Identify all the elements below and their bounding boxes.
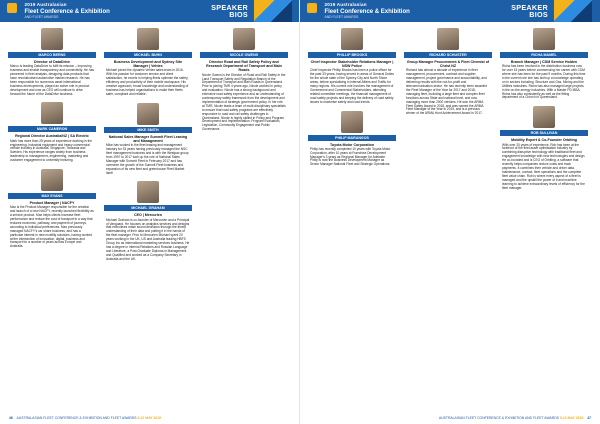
logo-title: Fleet Conference & Exhibition	[324, 8, 410, 15]
speaker-bio	[8, 102, 96, 163]
speaker-name: MARK CAMERON	[8, 126, 96, 132]
speaker-role: Branch Manager | CDM Service Holden	[510, 60, 578, 64]
header-banner	[300, 0, 600, 22]
page-footer	[300, 415, 600, 421]
speaker-bio-text: Philip has recently completed 10 years with Toyota Motor Corporation, after 10 years at Franchise Development Manager's 3 years as Regional Manager for Adelaide. Philip is now the Business Development Manager as Senior Manager National Fleet and Strategic Operations.	[310, 146, 391, 167]
speaker-role: National Sales Manager Summit Fleet Leasing and Management	[108, 134, 188, 143]
speaker-bio-text: Michael joined the dynamic Vehtex sales team in 2016. With his passion for customer service and client satisfaction, he excels in helping fleets optimise the safety, efficiency and productivity of their mobile workspace. His creative approach, broad knowledge and understanding of business has helped organisations to make their fleets safer, compliant and reliable.	[106, 68, 189, 96]
speaker-name: MIKE SMITH	[104, 127, 192, 133]
speaker-bio	[104, 103, 192, 176]
header-banner	[0, 0, 300, 22]
speaker-bio	[500, 106, 588, 190]
speaker-name: MICHAEL GRAHAM	[104, 205, 192, 211]
column-3	[200, 28, 288, 138]
column-1	[8, 28, 96, 255]
section-heading	[511, 4, 548, 18]
logo-subtitle: AND FLEET AWARDS	[324, 14, 359, 19]
speaker-bio	[104, 181, 192, 261]
speaker-photo	[341, 111, 363, 133]
speaker-photo	[137, 28, 159, 50]
speaker-bio	[200, 28, 288, 132]
speaker-role: Regional Director Australia/NZ | SA Electric	[15, 134, 89, 139]
speaker-photo	[137, 181, 159, 203]
speaker-bio-text: Chief Inspector Phillip Brooks has been a police officer for the past 33 years, having served in areas of General Duties for the whole state of the Sydney City and North Shore areas, before specialising in internal Affairs and Traffic for many regions. His current role involves the management of Government and Commercial Stakeholders, attending related committee meetings, the financial management of road safety projects and keeping the delivery of road safety issues to maximise safety and road trends.	[310, 68, 394, 104]
speaker-name: MAX EVANS	[8, 193, 96, 199]
page-number: 46	[9, 416, 13, 420]
heading-line-2: BIOS	[529, 10, 548, 19]
speaker-role: CEO | Mercurien	[134, 213, 162, 218]
conference-logo	[7, 3, 110, 19]
speaker-photo	[437, 28, 459, 50]
column-4	[308, 28, 396, 173]
speaker-photo	[233, 28, 255, 50]
speaker-bio	[308, 111, 396, 168]
speaker-photo	[533, 28, 555, 50]
speaker-role: Director Road and Rail Safety Policy and Research Department of Transport and Main Roads	[206, 60, 282, 73]
page-number: 47	[587, 416, 591, 420]
speaker-bio-text: Nicole Owens is the Director of Road and Rail Safety in the Land Transport Safety and Regulation Branch of the Department of Transport and Main Roads in Queensland. Prior to joining TMR 4 years ago, Nicole worked in policy and evaluation. Nicole has a strong background and extensive road safety experience and an understanding of contemporary safety framework from the development and implementation of strategic government policy. In her role at TMR, Nicole leads a team of multi-disciplinary specialists to ensure that road safety programs are effectively responsive to road and rail safety challenges in Queensland. Nicole is highly skilled in Policy and Program Development and Implementation, Program Evaluation, Legislation, Community Engagement and Public Governance.	[202, 72, 286, 132]
column-5	[404, 28, 492, 122]
logo-subtitle: AND FLEET AWARDS	[24, 14, 59, 19]
speaker-role: Toyota Motor Corporation	[329, 142, 375, 147]
speaker-bio-text: Richard has almost a decade of experience in fleet management, procurement, contract and supplier management, project governance and accountability, and delivering results with the not-for-profit and telecommunication sector. He has recently been awarded the Fleet Manager of the Year for 2017 and 2018, managing fleet, including a large fleet and complex fleet functions across State and national level, and now managing more than 2000 vehicles. He won the ARMA Fleet Safety Award in 2018, and was named the ARMA Fleet Manager of the Year in 2019, and is a previous winner of the ARMA Hunt Achievement Award in 2017.	[406, 68, 487, 116]
logo-year: 2019 Australasian	[324, 2, 367, 7]
footer-text: AUSTRALASIAN FLEET CONFERENCE & EXHIBITION AND FLEET AWARDS	[438, 416, 559, 420]
speaker-bio-text: Mark has more than 25 years of experience working in the engineering, industrial equipment and heavy commercial vehicle industry in Australia, Singapore, Tanzania and Sweden. His experience ranges widely from business leadership to management, engineering, marketing and customer engagement to university lecturing.	[10, 138, 93, 163]
speaker-role: Business Development and Sydney Site Manager | Vehtex	[113, 60, 183, 69]
speaker-name: RICHARD SCHUSTER	[404, 52, 492, 58]
speaker-bio-text: With over 20 years of experience, Rob has been at the forefront of the fleet asset optimisation industry by combining disruptive technology with traditional fleet and engagement knowledge with new technologies and design. He co-founded and is CEO of Orbiting, a software that recently helps companies reduce costs and track payments. It combines their vehicle and driver data, maintenance, contact, fleet operations and the complete fleet value chain. Rob is where every aspect of a fleet is managed and the upskill the power of it and machine learning to achieve extraordinary levels of efficiency for the fleet manager.	[502, 142, 586, 190]
speaker-photo	[41, 169, 63, 191]
speaker-bio-text: Michael Graham is co-founder of Mercurien and a Principal of Vanguard. He focuses on analytics services and designs that executives make sound decisions through the timely understanding of their data and putting it in the hands of the fleet manager. Prior to Mercurien Michael spent 20 years working in the UK, US and Australia leading HBFS Group Inc as international marketing services business. He has a degree in Internal Relations and Russian Language and Literature, a Post-Graduate Diploma in Management and Qualified and worked as a Company Secretary in Australia and the UK.	[106, 217, 190, 261]
speaker-photo	[41, 28, 63, 50]
decorative-stripe	[254, 0, 292, 22]
speaker-name: RICHA MAMEL	[500, 52, 588, 58]
speaker-bio	[404, 28, 492, 116]
conference-logo-icon	[307, 3, 317, 13]
speaker-name: MARCO BERNS	[8, 52, 96, 58]
speaker-photo	[41, 102, 63, 124]
speaker-bio	[104, 28, 192, 97]
speaker-photo	[341, 28, 363, 50]
speaker-photo	[137, 103, 159, 125]
speaker-bio-text: Marco is leading DataDrive to fulfil its mission – improving business and enable transparency and connectivity. He has pioneered in fleet analysis, designing data products that have revolutionised automotive market research. He has been responsible for numerous asset international business developments, played an active role in product development and now as CEO will continue to drive forward the future of the DataDrive business.	[10, 64, 94, 96]
speaker-role: Mobility Expert & Co-Founder Orbiting	[511, 138, 577, 143]
column-2	[104, 28, 192, 268]
conference-logo	[307, 3, 410, 19]
speaker-bio	[8, 169, 96, 249]
footer-dates: 9-10 MAY 2019	[137, 416, 161, 420]
speaker-name: PHILLIP BROOKS	[308, 52, 396, 58]
speaker-bio-text: Richa has been involved in the distribution business now for over 15 years before commencing her career with CDM where she has been for the past 9 months. During this time in the current role she has built up a knowledge operating on in sectors including, Structure and Gas, Mining and the Utilities industries. Richa has also managed large projects in the on-the-energy industries. With a Master PD MBA, Richa has also consistently as well as the fitting department of a Church in Queensland.	[502, 64, 586, 100]
speaker-name: MICHAEL BUHN	[104, 52, 192, 58]
speaker-name: PHILIP MARANGOS	[308, 135, 396, 141]
heading-line-1: SPEAKER	[211, 3, 248, 12]
heading-line-2: BIOS	[229, 10, 248, 19]
logo-year: 2019 Australasian	[24, 2, 67, 7]
speaker-bio	[8, 28, 96, 96]
decorative-stripe	[554, 0, 592, 22]
logo-title: Fleet Conference & Exhibition	[24, 8, 110, 15]
speaker-name: ROB SULLIVAN	[500, 130, 588, 136]
column-6	[500, 28, 588, 196]
speaker-bio	[500, 28, 588, 100]
page-footer	[0, 415, 306, 421]
speaker-bio-text: Max is the Product Manager responsible for the creation and launch of a new NACFY, recently launched flexibility as a service product. Max helps clients increase fleet performance and reduce the cost of transport in a way that reduces economic, pathway, and payment of journeys, according to individual preferences. Max previously managed NACFY's car share business, and has a particular interest in new mobility solutions, having worked at the intersection of innovation, digital, business and transport for a number of years across Europe and Australia.	[10, 205, 94, 249]
right-page	[300, 0, 600, 424]
conference-logo-icon	[7, 3, 17, 13]
section-heading	[211, 4, 248, 18]
speaker-role: Chief Inspector Stakeholder Relations Manager | NSW Police	[310, 60, 394, 69]
speaker-role: Product Manager | NACFY	[29, 201, 75, 206]
heading-line-1: SPEAKER	[511, 3, 548, 12]
speaker-name: NICOLE OWENS	[200, 52, 288, 58]
footer-dates: 9-10 MAY 2019	[559, 416, 584, 420]
speaker-role: Director of DataDrive	[34, 60, 70, 64]
speaker-role: Group Manager Procurement & Fleet Chemist of Christ NZ	[406, 60, 490, 69]
speaker-bio-text: Mike has worked in the fleet leasing and management industry for 33 years having previously managed the NSC fleet management business and is with the Westpac group from 1997 to 2017 took up the role of National Sales Manager with Summit Fleet in February 2017 and has overseen the growth of the Summit Fleet business and expansion of its new fleet and greenhouse Fleet Market itself.	[106, 143, 189, 175]
speaker-photo	[533, 106, 555, 128]
footer-text: AUSTRALASIAN FLEET CONFERENCE & EXHIBITION AND FLEET AWARDS	[16, 416, 137, 420]
speaker-bio	[308, 28, 396, 105]
